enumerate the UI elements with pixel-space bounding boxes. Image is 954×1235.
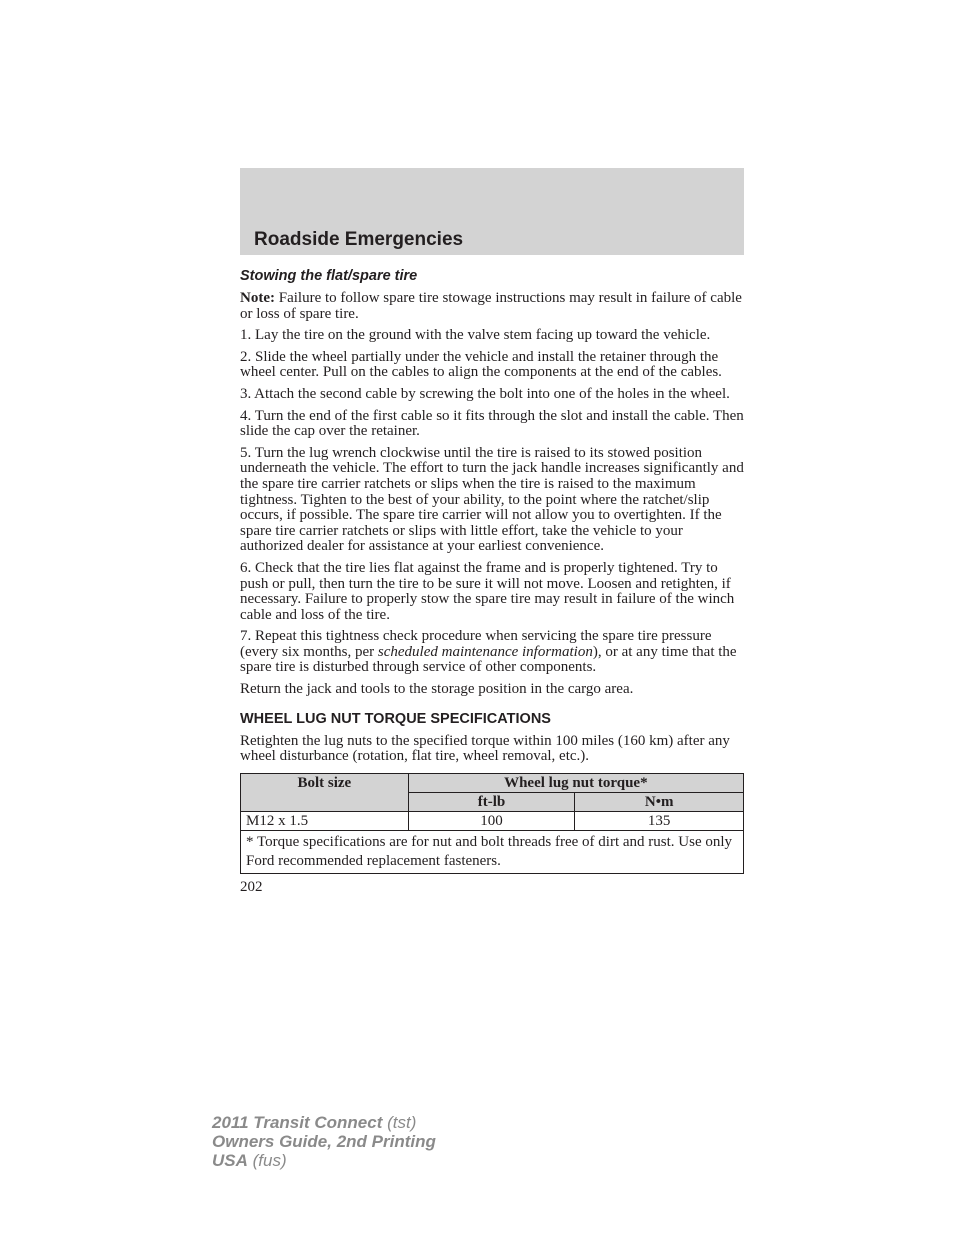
footer-market-code: (fus) (247, 1151, 287, 1170)
col-bolt-size: Bolt size (241, 773, 409, 811)
col-torque: Wheel lug nut torque* (408, 773, 743, 792)
note-label: Note: (240, 290, 275, 306)
col-nm: N•m (575, 792, 744, 811)
footer-market: USA (212, 1151, 248, 1170)
maintenance-reference: scheduled maintenance information (377, 643, 593, 660)
footer-line-1 (212, 1113, 436, 1132)
step-4: 4. Turn the end of the first cable so it fits through the slot and install the cable. Then slide the cap over the retainer. (240, 407, 744, 440)
page-number: 202 (240, 878, 263, 895)
step-7-post: ), or at any time that the spare tire is disturbed through service of other components. (240, 643, 737, 676)
col-ftlb: ft-lb (408, 792, 575, 811)
cell-bolt: M12 x 1.5 (241, 811, 409, 830)
cell-ftlb: 100 (408, 811, 575, 830)
torque-heading: WHEEL LUG NUT TORQUE SPECIFICATIONS (240, 710, 551, 727)
table-row (241, 811, 744, 830)
document-footer (212, 1113, 436, 1170)
note-paragraph (240, 291, 744, 322)
step-2: 2. Slide the wheel partially under the vehicle and install the retainer through the wheel center. Pull on the cables to align the components at the end of the cables. (240, 348, 722, 381)
torque-spec-table (240, 773, 744, 874)
return-tools-text: Return the jack and tools to the storage position in the cargo area. (240, 681, 634, 698)
step-3: 3. Attach the second cable by screwing the bolt into one of the holes in the wheel. (240, 385, 730, 402)
step-7 (240, 629, 744, 676)
section-title: Roadside Emergencies (254, 229, 464, 250)
table-header-row (241, 773, 744, 792)
footer-model-code: (tst) (382, 1113, 417, 1132)
step-6: 6. Check that the tire lies flat against the frame and is properly tightened. Try to push or pull, then turn the tire to be sure it will not move. Loosen and retighten, if necessary. Failure to properly stow the spare tire may result in failure of the winch cable and loss of the tire. (240, 559, 735, 623)
table-footnote: * Torque specifications are for nut and bolt threads free of dirt and rust. Use only Ford recommended replacement fasteners. (241, 830, 744, 873)
footer-line-2 (212, 1132, 436, 1151)
note-text: Failure to follow spare tire stowage instructions may result in failure of cable or loss of spare tire. (240, 290, 742, 322)
footer-line-3 (212, 1151, 436, 1170)
table-footnote-row (241, 830, 744, 873)
footer-guide: Owners Guide, 2nd Printing (212, 1132, 436, 1151)
footer-model: 2011 Transit Connect (212, 1113, 383, 1132)
step-1: 1. Lay the tire on the ground with the valve stem facing up toward the vehicle. (240, 327, 711, 344)
torque-intro: Retighten the lug nuts to the specified torque within 100 miles (160 km) after any wheel disturbance (rotation, flat tire, wheel removal, etc.). (240, 732, 730, 765)
section-header-band (240, 168, 744, 255)
page-content (240, 268, 744, 895)
cell-nm: 135 (575, 811, 744, 830)
stowing-heading: Stowing the flat/spare tire (240, 268, 418, 284)
step-7-pre: 7. Repeat this tightness check procedure when servicing the spare tire pressure (every six months, per (240, 628, 712, 660)
step-5: 5. Turn the lug wrench clockwise until the tire is raised to its stowed position underneath the vehicle. The effort to turn the jack handle increases significantly and the spare tire carrier ratchets or slips when the tire is raised to the maximum tightness. Tighten to the best of your ability, to the point where the ratchet/slip occurs, if possible. The spare tire carrier will not allow you to overtighten. If the spare tire carrier ratchets or slips with little effort, take the vehicle to your authorized dealer for assistance at your earliest convenience. (240, 444, 744, 555)
